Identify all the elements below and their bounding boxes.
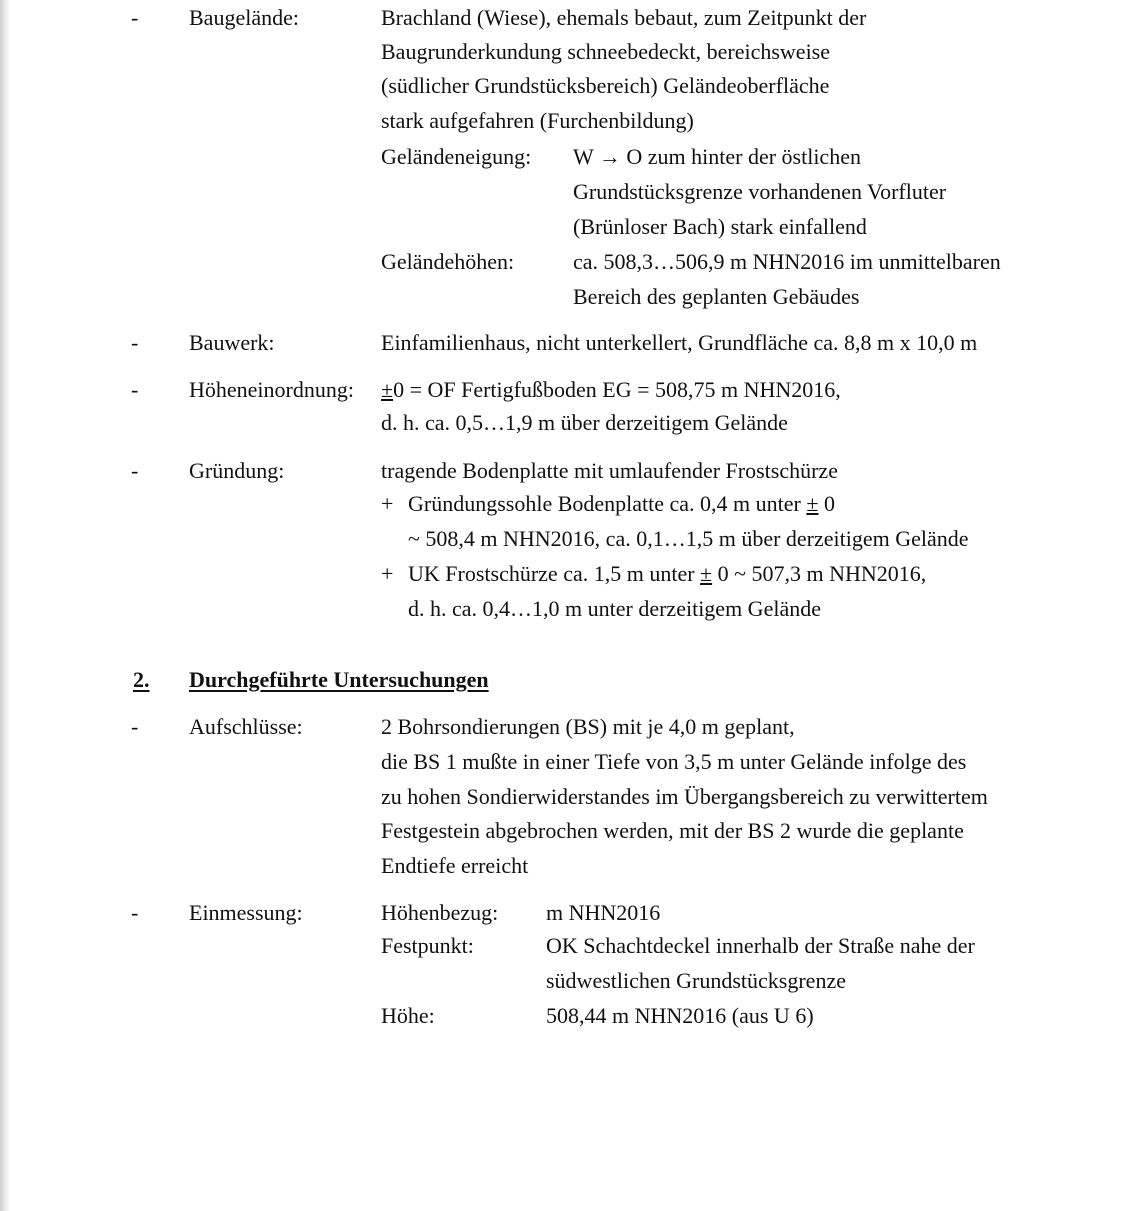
hoeheneinordnung-line <box>381 377 841 403</box>
list-dash: - <box>131 330 139 355</box>
plus-minus-symbol: ± <box>806 491 819 516</box>
list-dash: - <box>131 5 139 30</box>
hoehe-value: 508,44 m NHN2016 (aus U 6) <box>546 1003 814 1028</box>
label-gelaendeneigung: Geländeneigung: <box>381 144 532 169</box>
hoeheneinordnung-line: d. h. ca. 0,5…1,9 m über derzeitigem Gelände <box>381 410 788 435</box>
gruendung-item-text: UK Frostschürze ca. 1,5 m unter <box>408 561 701 586</box>
label-aufschluesse: Aufschlüsse: <box>189 714 303 739</box>
label-einmessung: Einmessung: <box>189 900 303 925</box>
label-festpunkt: Festpunkt: <box>381 933 474 958</box>
hoehenbezug-value: m NHN2016 <box>546 900 661 925</box>
hoeheneinordnung-text: 0 = OF Fertigfußboden EG = 508,75 m NHN2016, <box>393 377 841 402</box>
aufschluesse-line: zu hohen Sondierwiderstandes im Übergangsbereich zu verwittertem <box>381 784 988 809</box>
list-dash: - <box>131 458 139 483</box>
label-gruendung: Gründung: <box>189 458 285 483</box>
baugelaende-line: (südlicher Grundstücksbereich) Geländeoberfläche <box>381 73 830 98</box>
gruendung-line: tragende Bodenplatte mit umlaufender Frostschürze <box>381 458 838 483</box>
baugelaende-line: stark aufgefahren (Furchenbildung) <box>381 108 694 133</box>
label-hoehenbezug: Höhenbezug: <box>381 900 499 925</box>
aufschluesse-line: die BS 1 mußte in einer Tiefe von 3,5 m unter Gelände infolge des <box>381 749 967 774</box>
festpunkt-line: südwestlichen Grundstücksgrenze <box>546 968 846 993</box>
aufschluesse-line: Festgestein abgebrochen werden, mit der BS 2 wurde die geplante <box>381 818 964 843</box>
aufschluesse-line: 2 Bohrsondierungen (BS) mit je 4,0 m geplant, <box>381 714 795 739</box>
list-dash: - <box>131 714 139 739</box>
festpunkt-line: OK Schachtdeckel innerhalb der Straße nahe der <box>546 933 975 958</box>
plus-bullet: + <box>381 561 394 586</box>
gelaendehoehen-line: Bereich des geplanten Gebäudes <box>573 284 860 309</box>
label-hoeheneinordnung: Höheneinordnung: <box>189 377 354 402</box>
plus-minus-symbol: ± <box>700 561 713 586</box>
section-number: 2. <box>133 667 150 692</box>
page-left-edge <box>0 0 9 1211</box>
aufschluesse-line: Endtiefe erreicht <box>381 853 529 878</box>
plus-minus-symbol: ± <box>381 377 394 402</box>
list-dash: - <box>131 900 139 925</box>
bauwerk-text: Einfamilienhaus, nicht unterkellert, Grundfläche ca. 8,8 m x 10,0 m <box>381 330 978 355</box>
baugelaende-line: Brachland (Wiese), ehemals bebaut, zum Zeitpunkt der <box>381 5 867 30</box>
plus-bullet: + <box>381 491 394 516</box>
section-title: Durchgeführte Untersuchungen <box>189 667 489 692</box>
gruendung-item <box>408 561 926 587</box>
gelaendeneigung-line: W → O zum hinter der östlichen <box>573 144 861 169</box>
baugelaende-line: Baugrunderkundung schneebedeckt, bereichsweise <box>381 39 831 64</box>
gruendung-item-line: d. h. ca. 0,4…1,0 m unter derzeitigem Gelände <box>408 596 821 621</box>
label-bauwerk: Bauwerk: <box>189 330 275 355</box>
gelaendeneigung-line: Grundstücksgrenze vorhandenen Vorfluter <box>573 179 947 204</box>
gelaendeneigung-line: (Brünloser Bach) stark einfallend <box>573 214 867 239</box>
label-hoehe: Höhe: <box>381 1003 435 1028</box>
gruendung-item <box>408 491 835 517</box>
label-baugelaende: Baugelände: <box>189 5 299 30</box>
gruendung-item-line: ~ 508,4 m NHN2016, ca. 0,1…1,5 m über derzeitigem Gelände <box>408 526 969 551</box>
gruendung-item-text: 0 <box>818 491 835 516</box>
gelaendehoehen-line: ca. 508,3…506,9 m NHN2016 im unmittelbaren <box>573 249 1001 274</box>
gruendung-item-text: 0 ~ 507,3 m NHN2016, <box>712 561 927 586</box>
list-dash: - <box>131 377 139 402</box>
gruendung-item-text: Gründungssohle Bodenplatte ca. 0,4 m unter <box>408 491 807 516</box>
label-gelaendehoehen: Geländehöhen: <box>381 249 515 274</box>
